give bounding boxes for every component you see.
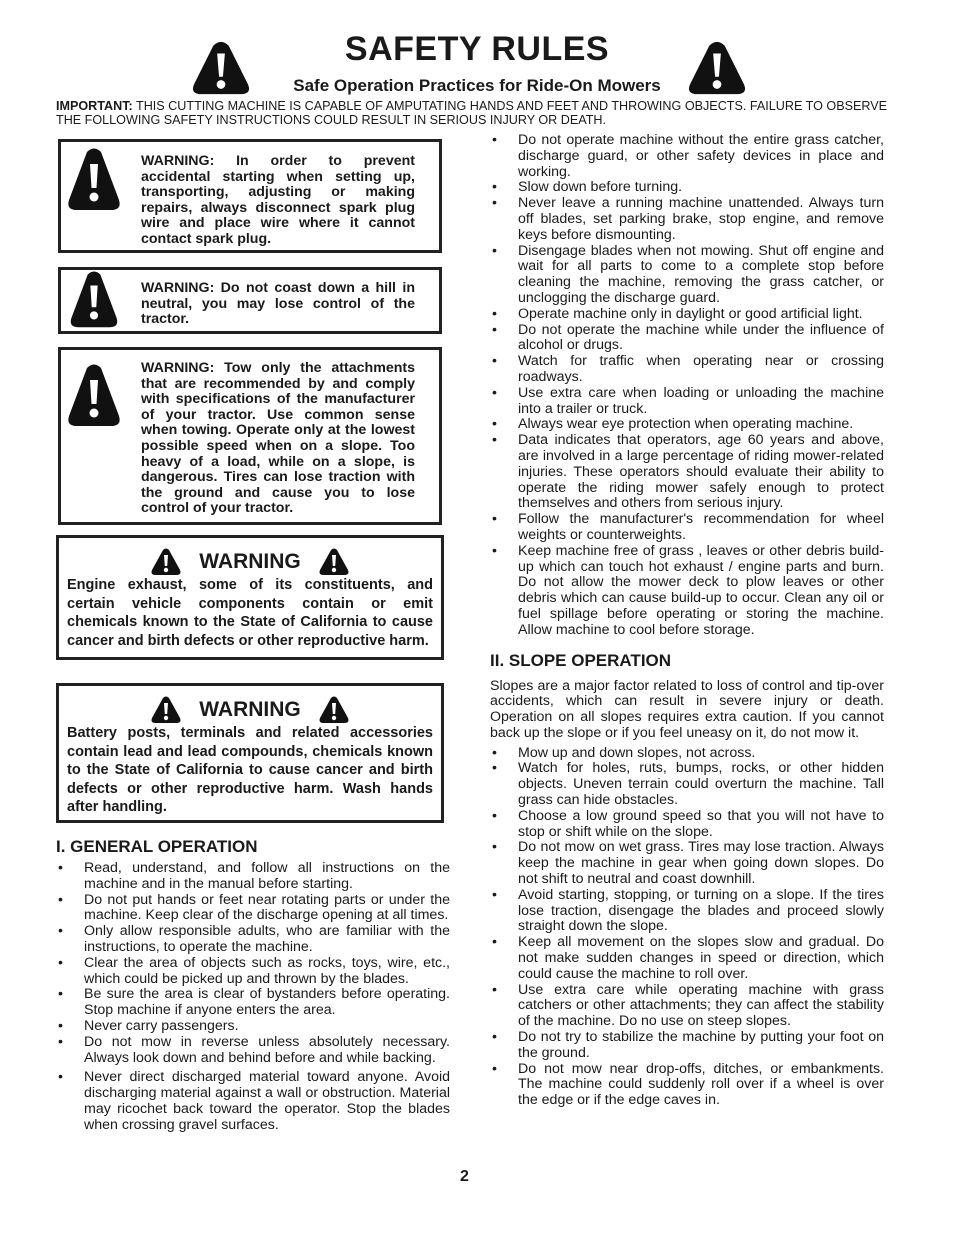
list-item: • Do not mow on wet grass. Tires may lose traction. Always keep the machine in gear when going down slopes. Do not shift to neutral and coast downhill. [490,840,884,887]
list-item: • Be sure the area is clear of bystanders before operating. Stop machine if anyone enters the area. [56,987,450,1019]
warning-triangle-icon [151,548,181,576]
section-heading: II. SLOPE OPERATION [490,650,672,670]
list-item: • Only allow responsible adults, who are familiar with the instructions, to operate the machine. [56,924,450,956]
list-item: • Do not operate the machine while under the influence of alcohol or drugs. [490,323,884,355]
list-item: • Never leave a running machine unattended. Always turn off blades, set parking brake, stop engine, and remove keys before dismounting. [490,196,884,243]
section-heading: I. GENERAL OPERATION [56,837,258,856]
important-text: THIS CUTTING MACHINE IS CAPABLE OF AMPUTATING HANDS AND FEET AND THROWING OBJECTS. FAILURE TO OBSERVE THE FOLLOWING SAFETY INSTRUCTIONS COULD RESULT IN SERIOUS INJURY OR DEATH. [56,99,888,127]
warning-text: WARNING: Tow only the attachments that are recommended by and comply with specifications of the manufacturer of your tractor. Use common sense when towing. Operate only at the lowest possible speed when on a slope. Too heavy of a load, while on a slope, is dangerous. Tires can lose traction with the ground and cause you to lose control of your tractor. [141,360,415,517]
slope-intro: Slopes are a major factor related to loss of control and tip-over accidents, which can result in severe injury or death. Operation on all slopes requires extra caution. If you cannot back up the slope or if you feel uneasy on it, do not mow it. [490,677,884,741]
list-item: • Do not put hands or feet near rotating parts or under the machine. Keep clear of the discharge opening at all times. [56,893,450,925]
callout-text: Engine exhaust, some of its constituents, and certain vehicle components contain or emit chemicals known to the State of California to cause cancer and birth defects or other reproductive harm. [67,577,433,649]
list-item: • Data indicates that operators, age 60 years and above, are involved in a large percentage of riding mower-related injuries. These operators should evaluate their ability to operate the riding mower safely enough to protect themselves and others from serious injury. [490,433,884,512]
list-item: • Use extra care when loading or unloading the machine into a trailer or truck. [490,386,884,418]
page-title: SAFETY RULES [344,30,610,68]
warning-triangle-icon [319,696,349,724]
list-item: • Do not operate machine without the entire grass catcher, discharge guard, or other safety devices in place and working. [490,133,884,180]
important-label: IMPORTANT: [56,99,133,113]
warning-triangle-icon [67,148,121,212]
list-item: • Do not try to stabilize the machine by putting your foot on the ground. [490,1030,884,1062]
list-item: • Clear the area of objects such as rocks, toys, wire, etc., which could be picked up and thrown by the blades. [56,956,450,988]
list-item: • Do not mow in reverse unless absolutely necessary. Always look down and behind before and while backing. [56,1035,450,1067]
page-number: 2 [460,1168,469,1185]
list-item: • Use extra care while operating machine with grass catchers or other attachments; they can affect the stability of the machine. Do no use on steep slopes. [490,983,884,1030]
callout-heading: WARNING [199,550,301,573]
list-item: • Slow down before turning. [490,180,884,196]
list-item: • Avoid starting, stopping, or turning on a slope. If the tires lose traction, disengage the blades and proceed slowly straight down the slope. [490,888,884,935]
warning-triangle-icon [319,548,349,576]
list-item: • Watch for holes, ruts, bumps, rocks, or other hidden objects. Uneven terrain could overturn the machine. Tall grass can hide obstacles. [490,761,884,808]
callout-heading: WARNING [199,698,301,721]
general-operation-section [56,837,450,1134]
general-operation-list [56,861,450,1134]
list-item: • Disengage blades when not mowing. Shut off engine and wait for all parts to come to a complete stop before cleaning the machine, removing the grass catcher, or unclogging the discharge guard. [490,244,884,307]
california-warning-exhaust [56,535,444,660]
list-item: • Always wear eye protection when operating machine. [490,417,884,433]
page-subtitle: Safe Operation Practices for Ride-On Mowers [293,76,661,95]
warning-text: WARNING: In order to prevent accidental starting when setting up, transporting, adjusting or making repairs, always disconnect spark plug wire and place wire where it cannot contact spark plug. [141,153,415,247]
list-item: • Operate machine only in daylight or good artificial light. [490,307,884,323]
list-item: • Read, understand, and follow all instructions on the machine and in the manual before starting. [56,861,450,893]
general-operation-list-continued [490,133,884,639]
callout-text: Battery posts, terminals and related accessories contain lead and lead compounds, chemicals known to the State of California to cause cancer and birth defects or other reproductive harm. Wash hands after handling. [67,725,433,816]
warning-triangle-icon [151,696,181,724]
list-item: • Keep all movement on the slopes slow and gradual. Do not make sudden changes in speed or direction, which could cause the machine to roll over. [490,935,884,982]
callout-header [59,548,441,576]
callout-header [59,696,441,724]
warning-box-coast-hill [58,267,442,334]
list-item: • Follow the manufacturer's recommendation for wheel weights or counterweights. [490,512,884,544]
warning-triangle-icon [67,271,121,329]
list-item: • Watch for traffic when operating near or crossing roadways. [490,354,884,386]
california-warning-battery [56,683,444,823]
list-item: • Keep machine free of grass , leaves or other debris build-up which can touch hot exhaust / engine parts and burn. Do not allow the mower deck to plow leaves or other debris which can cause build-up to occur. Clean any oil or fuel spillage before operating or storing the machine. Allow machine to cool before storage. [490,544,884,639]
slope-operation-list [490,746,884,1109]
warning-box-spark-plug [58,139,442,253]
list-item: • Choose a low ground speed so that you will not have to stop or shift while on the slope. [490,809,884,841]
important-notice [56,99,898,127]
warning-box-towing [58,347,442,525]
warning-triangle-icon [67,364,121,428]
warning-text: WARNING: Do not coast down a hill in neutral, you may lose control of the tractor. [141,280,415,328]
list-item: • Never direct discharged material toward anyone. Avoid discharging material against a wall or obstruction. Material may ricochet back toward the operator. Stop the blades when crossing gravel surfaces. [56,1070,450,1133]
list-item: • Mow up and down slopes, not across. [490,746,884,762]
right-column [490,133,884,1109]
list-item: • Never carry passengers. [56,1019,450,1035]
list-item: • Do not mow near drop-offs, ditches, or embankments. The machine could suddenly roll over if a wheel is over the edge or if the edge caves in. [490,1062,884,1109]
